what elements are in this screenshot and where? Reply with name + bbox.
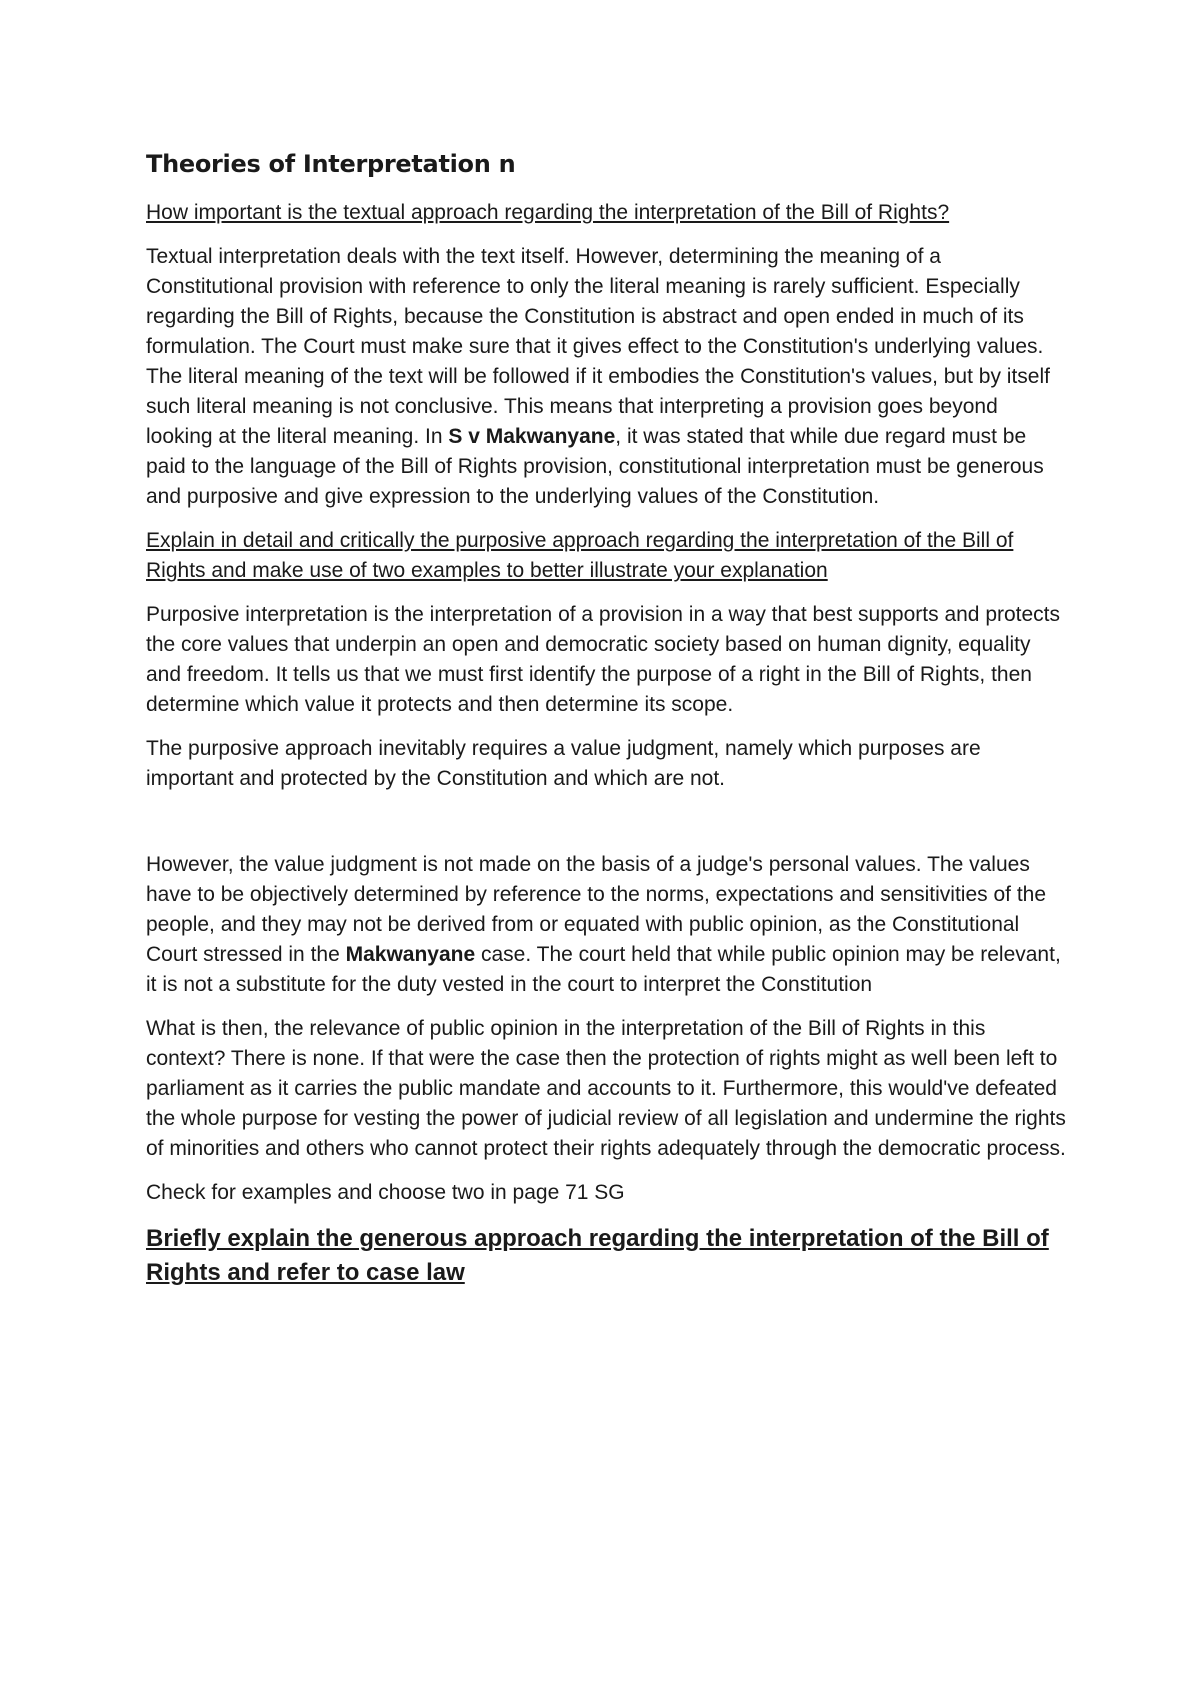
question-generous-approach: Briefly explain the generous approach regarding the interpretation of the Bill of Rights and refer to case law: [146, 1225, 1049, 1286]
question-textual-approach: How important is the textual approach regarding the interpretation of the Bill of Rights?: [146, 201, 950, 224]
paragraph-textual-interpretation: [146, 242, 1066, 512]
paragraph-purposive-interpretation: Purposive interpretation is the interpretation of a provision in a way that best supports and protects the core values that underpin an open and democratic society based on human dignity, equality and freedom. It tells us that we must first identify the purpose of a right in the Bill of Rights, then determine which value it protects and then determine its scope.: [146, 603, 1061, 716]
document-title: Theories of Interpretation n: [146, 150, 516, 178]
paragraph-text: case. The court held that while public opinion may be relevant, it is not a substitute for the duty vested in the court to interpret the Constitution: [146, 943, 1061, 996]
paragraph-relevance: What is then, the relevance of public opinion in the interpretation of the Bill of Rights in this context? There is none. If that were the case then the protection of rights might as well been left to parliament as it carries the public mandate and accounts to it. Furthermore, this would've defeated the whole purpose for vesting the power of judicial review of all legislation and undermine the rights of minorities and others who cannot protect their rights adequately through the democratic process.: [146, 1017, 1066, 1160]
paragraph-public-opinion: [146, 850, 1066, 1000]
case-name: S v Makwanyane: [448, 425, 616, 448]
document-page: [146, 150, 1066, 1290]
spacer: [146, 808, 1066, 850]
paragraph-value-judgment: The purposive approach inevitably requires a value judgment, namely which purposes are important and protected by the Constitution and which are not.: [146, 737, 981, 790]
paragraph-text: , it was stated that while due regard must be paid to the language of the Bill of Rights provision, constitutional interpretation must be generous and purposive and give expression to the underlying values of the Constitution.: [146, 425, 1044, 508]
case-name: Makwanyane: [345, 943, 476, 966]
paragraph-text: Textual interpretation deals with the text itself. However, determining the meaning of a Constitutional provision with reference to only the literal meaning is rarely sufficient. Especially regarding the Bill of Rights, because the Constitution is abstract and open ended in much of its formulation. The Court must make sure that it gives effect to the Constitution's underlying values. The literal meaning of the text will be followed if it embodies the Constitution's values, but by itself such literal meaning is not conclusive. This means that interpreting a provision goes beyond looking at the literal meaning. In: [146, 245, 1050, 448]
question-purposive-approach: Explain in detail and critically the purposive approach regarding the interpretation of the Bill of Rights and make use of two examples to better illustrate your explanation: [146, 529, 1014, 582]
paragraph-note: Check for examples and choose two in page 71 SG: [146, 1181, 625, 1204]
paragraph-text: However, the value judgment is not made on the basis of a judge's personal values. The values have to be objectively determined by reference to the norms, expectations and sensitivities of the people, and they may not be derived from or equated with public opinion, as the Constitutional Court stressed in the: [146, 853, 1047, 966]
